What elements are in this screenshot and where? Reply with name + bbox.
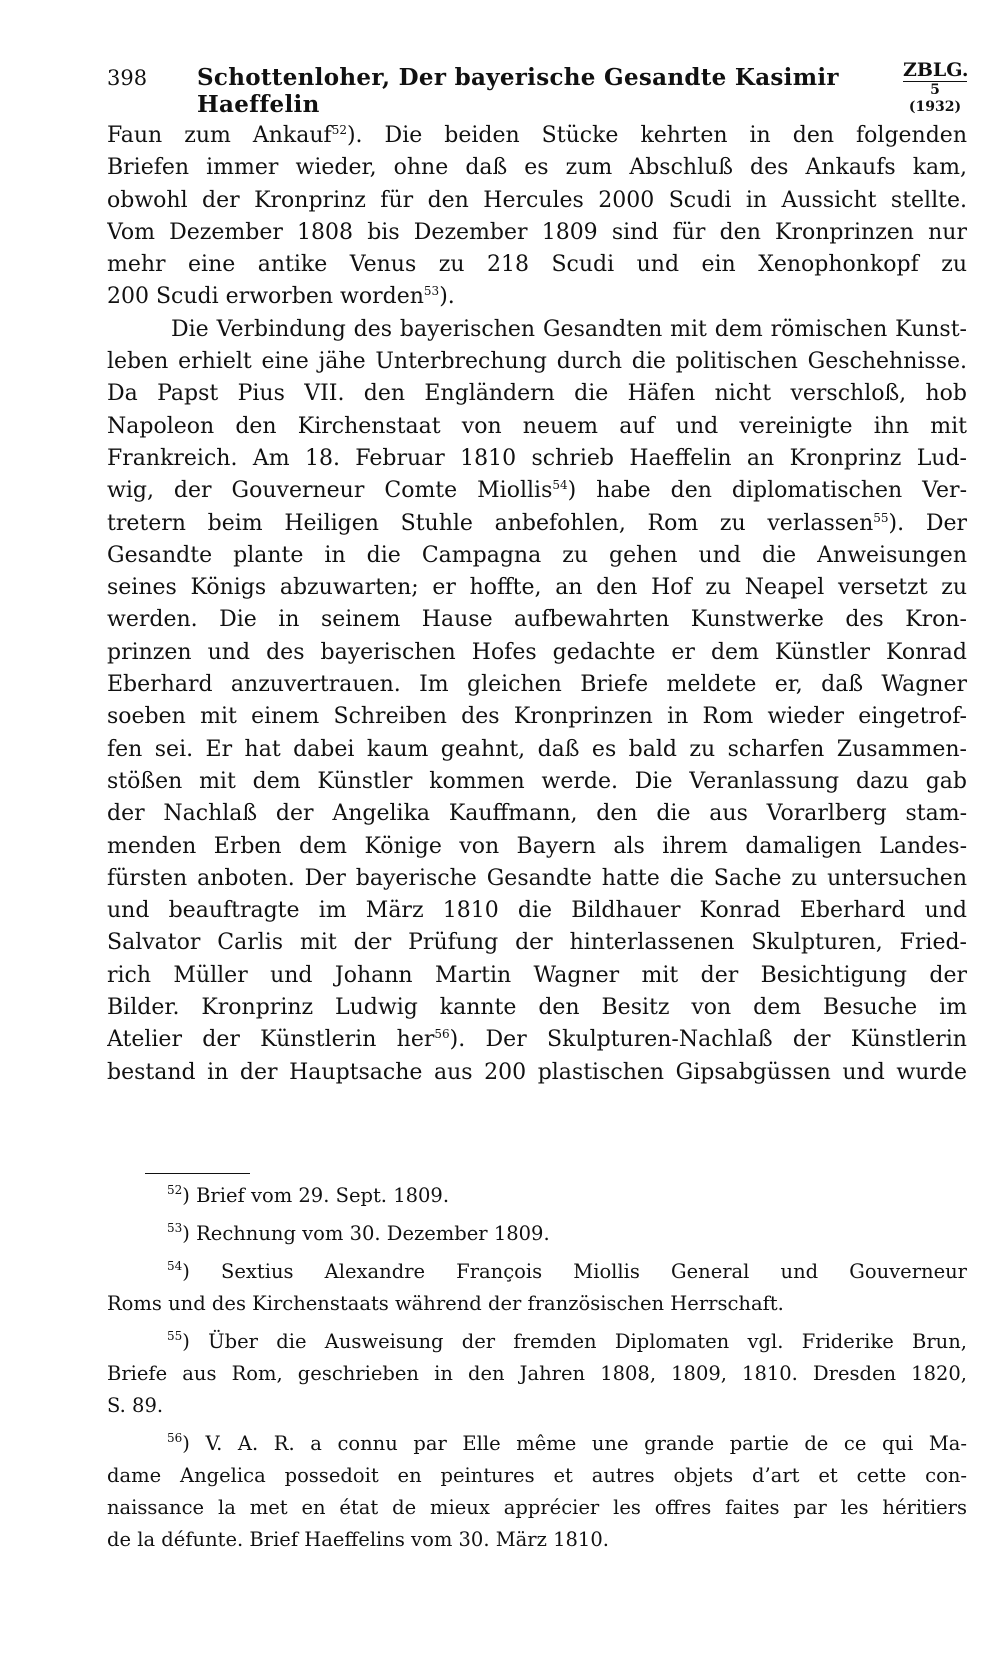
body-line [107, 411, 967, 443]
footnote-line [107, 1492, 967, 1524]
body-line [107, 992, 967, 1024]
journal-code-abbrev: ZBLG. [903, 59, 969, 81]
running-header [107, 59, 969, 118]
footnote [107, 1326, 967, 1422]
footnote-ref: 54 [552, 478, 568, 493]
body-line [107, 734, 967, 766]
body-line-text: leben erhielt eine jähe Unterbrechung durch die politischen Geschehnisse. [107, 349, 967, 375]
footnote-separator [145, 1173, 250, 1174]
footnote-paren: ) [182, 1432, 206, 1455]
journal-code [903, 60, 967, 116]
body-line [107, 152, 967, 184]
body-line-text: ). Der Skulpturen-Nachlaß der Künstlerin [449, 1027, 967, 1053]
running-title: Schottenloher, Der bayerische Gesandte Kasimir Haeffelin [197, 64, 839, 118]
body-line-text: ). Die beiden Stücke kehrten in den folgenden [346, 123, 967, 148]
body-line [107, 604, 967, 636]
footnote-text: Rechnung vom 30. Dezember 1809. [196, 1222, 550, 1245]
footnote-text: Brief vom 29. Sept. 1809. [196, 1184, 450, 1207]
body-line [107, 572, 967, 604]
footnote-line [107, 1218, 967, 1250]
footnote-number: 53 [167, 1221, 183, 1235]
body-line-text: fürsten anboten. Der bayerische Gesandte hatte die Sache zu untersuchen [107, 865, 967, 891]
body-line-text: Gesandte plante in die Campagna zu gehen und die Anweisungen [107, 542, 967, 568]
body-line [107, 669, 967, 701]
footnote-line [107, 1524, 967, 1556]
body-line [107, 249, 967, 281]
body-line [107, 701, 967, 733]
body-line-text: stößen mit dem Künstler kommen werde. Die Veranlassung dazu gab [107, 768, 967, 794]
footnote-text: naissance la met en état de mieux apprécier les offres faites par les héritiers [107, 1496, 967, 1519]
footnote-line [107, 1428, 967, 1460]
footnote-paren: ) [182, 1330, 209, 1353]
body-line [107, 185, 967, 217]
body-line-text: bestand in der Hauptsache aus 200 plastischen Gipsabgüssen und wurde [107, 1059, 967, 1085]
body-line-text: Salvator Carlis mit der Prüfung der hinterlassenen Skulpturen, Fried- [107, 930, 967, 956]
body-line-text: prinzen und des bayerischen Hofes gedachte er dem Künstler Konrad [107, 639, 967, 665]
footnote-line [107, 1390, 967, 1422]
footnote-line [107, 1460, 967, 1492]
body-line [107, 895, 967, 927]
body-line-text: wig, der Gouverneur Comte Miollis [107, 478, 553, 504]
footnote-text: V. A. R. a connu par Elle même une grande partie de ce qui Ma- [205, 1432, 967, 1455]
body-line-text: fen sei. Er hat dabei kaum geahnt, daß es bald zu scharfen Zusammen- [107, 736, 967, 762]
body-line [107, 960, 967, 992]
page-number: 398 [107, 66, 148, 90]
footnote-ref: 56 [434, 1027, 450, 1042]
body-line-text: Eberhard anzuvertrauen. Im gleichen Briefe meldete er, daß Wagner [107, 672, 967, 698]
footnote-text: Briefe aus Rom, geschrieben in den Jahren 1808, 1809, 1810. Dresden 1820, [107, 1362, 967, 1385]
body-line [107, 637, 967, 669]
body-line [107, 798, 967, 830]
body-line-text: Vom Dezember 1808 bis Dezember 1809 sind für den Kronprinzen nur [107, 219, 967, 245]
body-line-text: ). [439, 284, 455, 310]
footnote-number: 52 [167, 1183, 183, 1197]
body-line [107, 475, 967, 507]
footnote-line [107, 1326, 967, 1358]
body-text [107, 120, 967, 1089]
footnote-number: 55 [167, 1329, 183, 1343]
footnote-text: S. 89. [107, 1394, 164, 1417]
body-line [107, 314, 967, 346]
body-line [107, 443, 967, 475]
body-line [107, 217, 967, 249]
body-line-text: Die Verbindung des bayerischen Gesandten mit dem römischen Kunst- [171, 316, 967, 342]
body-line [107, 346, 967, 378]
footnote [107, 1428, 967, 1556]
body-line-text: Bilder. Kronprinz Ludwig kannte den Besitz von dem Besuche im [107, 995, 967, 1021]
journal-code-volume: 5 (1932) [908, 82, 962, 115]
footnote-text: Sextius Alexandre François Miollis General und Gouverneur [221, 1260, 967, 1283]
body-line-text: werden. Die in seinem Hause aufbewahrten Kunstwerke des Kron- [107, 607, 967, 633]
body-line-text: Faun zum Ankauf [107, 123, 332, 148]
body-line-text: menden Erben dem Könige von Bayern als ihrem damaligen Landes- [107, 833, 967, 859]
body-line [107, 1057, 967, 1089]
body-line-text: obwohl der Kronprinz für den Hercules 2000 Scudi in Aussicht stellte. [107, 187, 967, 213]
footnote-ref: 53 [423, 284, 440, 299]
body-line [107, 281, 967, 313]
footnote [107, 1256, 967, 1320]
body-line-text: soeben mit einem Schreiben des Kronprinzen in Rom wieder eingetrof- [107, 704, 967, 730]
body-line [107, 1024, 967, 1056]
footnote [107, 1180, 967, 1212]
body-line-text: Da Papst Pius VII. den Engländern die Häfen nicht verschloß, hob [107, 381, 967, 407]
body-line-text: Atelier der Künstlerin her [107, 1027, 435, 1053]
footnote-text: dame Angelica possedoit en peintures et autres objets d’art et cette con- [107, 1464, 967, 1487]
footnote-line [107, 1358, 967, 1390]
body-line-text: tretern beim Heiligen Stuhle anbefohlen, Rom zu verlassen [107, 510, 874, 536]
footnote-text: de la défunte. Brief Haeffelins vom 30. März 1810. [107, 1528, 609, 1551]
body-line [107, 831, 967, 863]
body-line [107, 927, 967, 959]
body-line [107, 378, 967, 410]
body-line-text: ) habe den diplomatischen Ver- [567, 478, 967, 504]
footnote-text: Roms und des Kirchenstaats während der französischen Herrschaft. [107, 1292, 784, 1315]
body-line [107, 863, 967, 895]
body-line-text: Napoleon den Kirchenstaat von neuem auf und vereinigte ihn mit [107, 413, 967, 439]
footnote-line [107, 1180, 967, 1212]
footnotes [107, 1180, 967, 1562]
body-line-text: Frankreich. Am 18. Februar 1810 schrieb Haeffelin an Kronprinz Lud- [107, 445, 967, 471]
body-line-text: mehr eine antike Venus zu 218 Scudi und ein Xenophonkopf zu [107, 252, 967, 278]
footnote-text: Über die Ausweisung der fremden Diplomaten vgl. Friderike Brun, [208, 1330, 967, 1353]
body-line [107, 540, 967, 572]
body-line [107, 120, 967, 152]
footnote-ref: 55 [873, 510, 889, 525]
body-line-text: seines Königs abzuwarten; er hoffte, an den Hof zu Neapel versetzt zu [107, 575, 967, 601]
footnote-number: 54 [167, 1259, 183, 1273]
body-line [107, 508, 967, 540]
footnote-line [107, 1288, 967, 1320]
footnote-ref: 52 [331, 123, 347, 137]
body-line-text: rich Müller und Johann Martin Wagner mit der Besichtigung der [107, 962, 967, 988]
body-line [107, 766, 967, 798]
body-line-text: Briefen immer wieder, ohne daß es zum Abschluß des Ankaufs kam, [107, 155, 967, 181]
body-line-text: und beauftragte im März 1810 die Bildhauer Konrad Eberhard und [107, 898, 967, 924]
footnote-paren: ) [182, 1260, 222, 1283]
body-line-text: 200 Scudi erworben worden [107, 284, 424, 310]
footnote-paren: ) [182, 1184, 197, 1207]
footnote-paren: ) [182, 1222, 197, 1245]
footnote [107, 1218, 967, 1250]
body-line-text: ). Der [888, 510, 967, 536]
body-line-text: der Nachlaß der Angelika Kauffmann, den die aus Vorarlberg stam- [107, 801, 967, 827]
footnote-line [107, 1256, 967, 1288]
footnote-number: 56 [167, 1431, 183, 1445]
